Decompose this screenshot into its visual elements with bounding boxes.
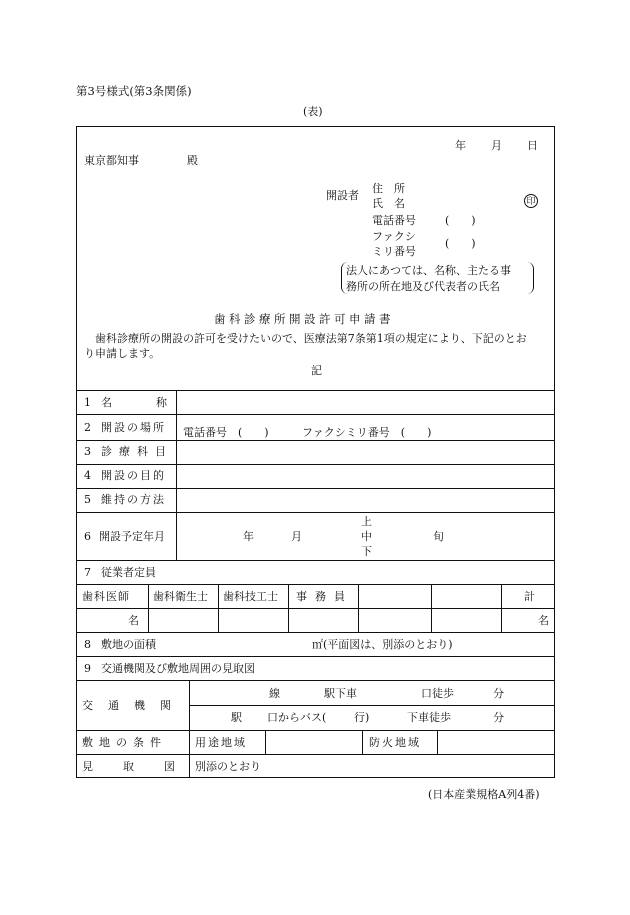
item-site-label: 敷地の面積 (101, 638, 156, 651)
staff-dentist: 歯科医師 (82, 590, 130, 603)
staff-hygienist: 歯科衛生士 (153, 590, 208, 603)
addressee: 東京都知事 (84, 154, 139, 167)
transport-bound: 行) (354, 711, 370, 724)
staff-unit: 名 (128, 614, 139, 627)
phone-paren: ( ) (445, 214, 476, 227)
item-num: 1 (84, 396, 91, 409)
item-num: 3 (84, 445, 91, 458)
rule (189, 705, 555, 706)
rule (148, 584, 149, 632)
paper-size-note: (日本産業規格A列4番) (428, 788, 540, 801)
transport-bus-stop-walk: 下車徒歩 (407, 711, 451, 724)
site-area-note: ㎡(平面図は、別添のとおり) (312, 638, 453, 651)
item-num: 4 (84, 469, 91, 482)
staff-total-unit: 名 (538, 614, 549, 627)
document-title: 歯科診療所開設許可申請書 (214, 312, 394, 326)
location-fax: ファクシミリ番号 ( ) (302, 426, 432, 439)
item-location-label: 開設の場所 (101, 421, 166, 434)
use-zone-label: 用途地域 (195, 736, 247, 749)
corp-note-1: 法人にあつては、名称、主たる事 (346, 264, 511, 277)
address-label: 住 所 (372, 182, 405, 195)
schedule-period: 旬 (433, 530, 444, 543)
rule (437, 730, 438, 754)
item-num: 7 (84, 566, 91, 579)
item-num: 8 (84, 638, 91, 651)
rule (76, 632, 555, 633)
rule (431, 584, 432, 632)
fire-zone-label: 防火地域 (369, 736, 421, 749)
form-number: 第3号様式(第3条関係) (76, 84, 192, 98)
staff-total: 計 (524, 590, 535, 603)
rule (501, 584, 502, 632)
transport-minutes-2: 分 (493, 711, 504, 724)
transport-label: 交通機関 (82, 699, 186, 712)
corp-note-2: 務所の所在地及び代表者の氏名 (346, 280, 500, 293)
item-num: 9 (84, 662, 91, 675)
rule (76, 560, 555, 561)
staff-technician: 歯科技工士 (223, 590, 278, 603)
schedule-month: 月 (291, 530, 302, 543)
rule (76, 488, 555, 489)
sketch-value: 別添のとおり (195, 760, 261, 773)
item-transport-map-label: 交通機関及び敷地周囲の見取図 (101, 662, 255, 675)
transport-station: 駅 (231, 711, 242, 724)
staff-clerk: 事務員 (296, 590, 353, 603)
rule (76, 440, 555, 441)
ki-marker: 記 (311, 364, 322, 377)
fax-label-2: ミリ番号 (372, 245, 416, 258)
fax-paren: ( ) (445, 237, 476, 250)
rule (76, 390, 555, 391)
name-label: 氏 名 (372, 197, 405, 210)
item-schedule-label: 開設予定年月 (99, 530, 165, 543)
schedule-middle: 中 (361, 530, 372, 543)
side-label: (表) (303, 105, 323, 118)
transport-line: 線 (269, 687, 280, 700)
schedule-upper: 上 (361, 515, 372, 528)
fax-label-1: ファクシ (372, 230, 416, 243)
transport-bus-from-exit: 口からバス( (267, 711, 327, 724)
rule (76, 414, 555, 415)
seal-mark: 印 (524, 194, 538, 208)
transport-station-get-off: 駅下車 (324, 687, 357, 700)
location-phone: 電話番号 ( ) (183, 426, 269, 439)
body-line-1: 歯科診療所の開設の許可を受けたいので、医療法第7条第1項の規定により、下記のとお (95, 332, 527, 345)
rule (288, 584, 289, 632)
rule (358, 584, 359, 632)
item-num: 2 (84, 421, 91, 434)
item-name-label: 名 称 (101, 396, 167, 409)
schedule-year: 年 (243, 530, 254, 543)
date-month: 月 (491, 139, 502, 152)
body-line-2: り申請します。 (84, 347, 161, 360)
applicant-label: 開設者 (326, 189, 359, 202)
rule (176, 390, 177, 560)
rule (218, 584, 219, 632)
rule (362, 730, 363, 754)
rule (76, 730, 555, 731)
item-purpose-label: 開設の目的 (101, 469, 166, 482)
rule (76, 680, 555, 681)
date-day: 日 (527, 139, 538, 152)
schedule-lower: 下 (361, 545, 372, 558)
item-num: 6 (84, 530, 91, 543)
rule (265, 730, 266, 754)
rule (76, 656, 555, 657)
transport-exit-walk: 口徒歩 (421, 687, 454, 700)
rule (76, 464, 555, 465)
item-staff-label: 従業者定員 (101, 566, 156, 579)
phone-label: 電話番号 (372, 214, 416, 227)
date-year: 年 (455, 139, 466, 152)
transport-minutes: 分 (493, 687, 504, 700)
rule (76, 512, 555, 513)
item-maintenance-label: 維持の方法 (101, 493, 166, 506)
site-conditions-label: 敷地の条件 (82, 736, 167, 749)
honorific: 殿 (187, 154, 198, 167)
rule (76, 754, 555, 755)
item-specialty-label: 診療科目 (101, 445, 173, 458)
item-num: 5 (84, 493, 91, 506)
sketch-label: 見取図 (82, 760, 205, 773)
